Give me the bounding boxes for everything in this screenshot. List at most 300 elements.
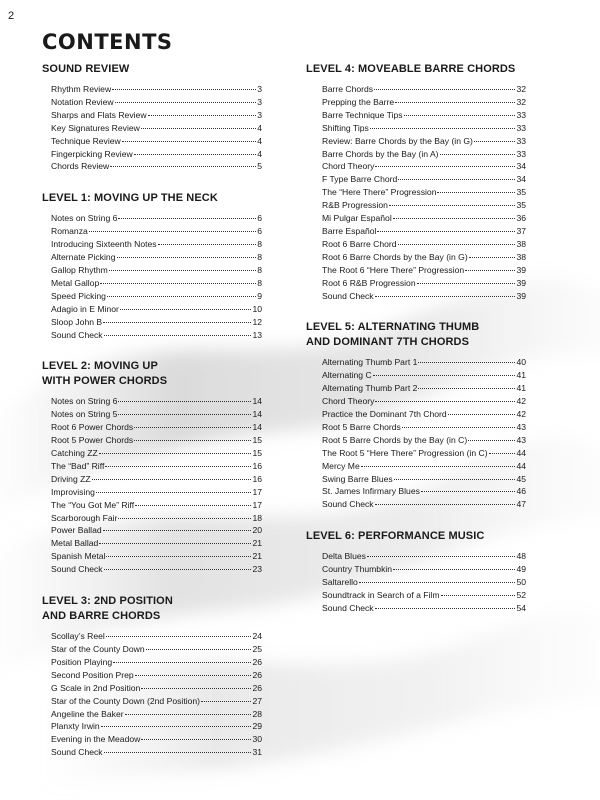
dot-leader — [113, 662, 251, 663]
toc-entry-page: 12 — [252, 316, 262, 327]
section-level-1 — [42, 191, 262, 341]
toc-entry-page: 6 — [257, 213, 262, 224]
toc-entry-title: Barre Chords by the Bay (in A) — [322, 148, 439, 159]
section-heading-line1: LEVEL 3: 2ND POSITION — [42, 595, 173, 608]
toc-entry-page: 48 — [516, 551, 526, 562]
toc-list — [306, 550, 526, 615]
dot-leader — [377, 231, 515, 232]
toc-entry-page: 49 — [516, 564, 526, 575]
toc-entry-title: Planxty Irwin — [51, 721, 100, 732]
toc-entry — [42, 695, 262, 708]
dot-leader — [122, 141, 256, 142]
toc-entry-page: 26 — [252, 656, 262, 667]
toc-entry-title: Metal Ballad — [51, 538, 99, 549]
toc-entry-title: Rhythm Review — [51, 84, 112, 94]
toc-entry-page: 24 — [252, 631, 262, 642]
section-level-3 — [42, 594, 262, 759]
toc-entry-title: Root 5 Power Chords — [51, 435, 134, 446]
toc-entry-page: 26 — [252, 682, 262, 693]
dot-leader — [146, 649, 252, 650]
toc-entry-title: Alternating Thumb Part 2 — [322, 383, 418, 394]
toc-entry-page: 14 — [252, 422, 262, 433]
toc-entry — [42, 395, 262, 408]
toc-entry-page: 54 — [516, 602, 526, 613]
dot-leader — [118, 414, 251, 415]
toc-entry-page: 32 — [516, 84, 526, 94]
toc-entry-title: Key Signatures Review — [51, 122, 140, 133]
toc-entry-title: Romanza — [51, 226, 88, 237]
dot-leader — [104, 752, 252, 753]
toc-list — [42, 83, 262, 173]
dot-leader — [158, 244, 257, 245]
toc-entry-page: 3 — [257, 109, 262, 120]
toc-entry-title: Power Ballad — [51, 525, 102, 536]
dot-leader — [367, 556, 515, 557]
dot-leader — [398, 179, 515, 180]
toc-entry-page: 15 — [252, 448, 262, 459]
toc-entry-title: Delta Blues — [322, 551, 366, 562]
dot-leader — [148, 115, 257, 116]
toc-entry-title: Barre Chords — [322, 84, 374, 94]
toc-entry-page: 8 — [257, 277, 262, 288]
toc-entry-title: Star of the County Down — [51, 644, 145, 654]
toc-entry-page: 26 — [252, 669, 262, 680]
dot-leader — [99, 543, 251, 544]
dot-leader — [375, 401, 515, 402]
toc-entry-page: 4 — [257, 135, 262, 146]
toc-entry — [42, 329, 262, 342]
toc-entry-title: Root 5 Barre Chords — [322, 421, 401, 432]
right-column — [306, 62, 526, 633]
section-heading: SOUND REVIEW — [42, 63, 130, 75]
dot-leader — [110, 166, 256, 167]
toc-entry-title: Notes on String 5 — [51, 409, 118, 420]
section-sound-review — [42, 62, 262, 173]
toc-entry — [306, 199, 526, 212]
toc-entry-title: Gallop Rhythm — [51, 264, 108, 275]
toc-entry-title: Technique Review — [51, 135, 121, 146]
toc-entry — [306, 238, 526, 251]
toc-entry — [306, 563, 526, 576]
dot-leader — [103, 530, 252, 531]
toc-entry — [42, 733, 262, 746]
toc-entry — [42, 408, 262, 421]
toc-entry-title: Root 6 Barre Chords by the Bay (in G) — [322, 251, 468, 262]
toc-entry-page: 14 — [252, 396, 262, 407]
toc-entry-title: Mi Pulgar Español — [322, 213, 392, 224]
toc-entry-title: The Root 6 “Here There” Progression — [322, 264, 465, 275]
toc-entry-title: Alternating Thumb Part 1 — [322, 357, 418, 368]
toc-entry — [306, 212, 526, 225]
toc-entry-title: Saltarello — [322, 577, 358, 588]
toc-entry-title: Sound Check — [322, 499, 374, 510]
toc-entry-title: Introducing Sixteenth Notes — [51, 239, 157, 250]
toc-entry-title: Swing Barre Blues — [322, 473, 393, 484]
dot-leader — [489, 453, 516, 454]
dot-leader — [417, 283, 516, 284]
toc-list — [42, 395, 262, 576]
section-level-6 — [306, 529, 526, 615]
toc-entry-page: 27 — [252, 695, 262, 706]
toc-entry-title: Root 6 Barre Chord — [322, 238, 397, 249]
toc-entry — [306, 251, 526, 264]
toc-entry — [42, 486, 262, 499]
toc-entry — [306, 122, 526, 135]
dot-leader — [375, 166, 515, 167]
dot-leader — [421, 491, 516, 492]
toc-entry — [306, 264, 526, 277]
toc-entry-page: 33 — [516, 109, 526, 120]
toc-entry-page: 21 — [252, 551, 262, 562]
toc-entry — [306, 186, 526, 199]
toc-entry-title: Speed Picking — [51, 290, 106, 301]
toc-entry-page: 31 — [252, 747, 262, 758]
dot-leader — [465, 270, 515, 271]
dot-leader — [118, 401, 251, 402]
toc-entry-page: 23 — [252, 564, 262, 575]
toc-entry-title: The “Here There” Progression — [322, 187, 437, 198]
section-heading — [306, 320, 526, 350]
toc-entry-page: 38 — [516, 238, 526, 249]
dot-leader — [402, 427, 516, 428]
dot-leader — [100, 283, 256, 284]
toc-entry-title: Driving ZZ — [51, 473, 91, 484]
toc-entry-page: 44 — [516, 447, 526, 458]
toc-entry-title: Root 6 Power Chords — [51, 422, 134, 433]
toc-entry — [306, 421, 526, 434]
toc-entry — [306, 576, 526, 589]
page-title: CONTENTS — [42, 30, 173, 54]
toc-entry — [42, 251, 262, 264]
dot-leader — [112, 89, 256, 90]
toc-entry-page: 28 — [252, 708, 262, 719]
toc-entry-title: F Type Barre Chord — [322, 174, 398, 185]
toc-entry-title: The Root 5 “Here There” Progression (in C) — [322, 447, 488, 458]
toc-entry — [42, 563, 262, 576]
toc-entry-title: The “You Got Me” Riff — [51, 499, 135, 510]
dot-leader — [125, 714, 252, 715]
toc-entry — [42, 212, 262, 225]
dot-leader — [134, 427, 251, 428]
toc-entry-title: Shifting Tips — [322, 122, 369, 133]
toc-list — [42, 212, 262, 341]
toc-entry-page: 17 — [252, 486, 262, 497]
toc-entry-page: 10 — [252, 303, 262, 314]
toc-entry-title: Root 5 Barre Chords by the Bay (in C) — [322, 434, 468, 445]
toc-entry — [306, 589, 526, 602]
section-heading: LEVEL 4: MOVEABLE BARRE CHORDS — [306, 63, 516, 75]
toc-entry-title: Sound Check — [51, 564, 103, 575]
dot-leader — [373, 375, 516, 376]
toc-entry — [42, 499, 262, 512]
toc-entry-title: Sound Check — [322, 290, 374, 301]
toc-entry-title: Mercy Me — [322, 460, 360, 471]
toc-entry-title: G Scale in 2nd Position — [51, 682, 141, 693]
dot-leader — [374, 89, 515, 90]
toc-entry-page: 36 — [516, 213, 526, 224]
toc-entry-title: Chords Review — [51, 161, 110, 172]
dot-leader — [134, 154, 257, 155]
toc-entry-title: Sharps and Flats Review — [51, 109, 147, 120]
toc-entry-title: Root 6 R&B Progression — [322, 277, 416, 288]
toc-entry — [306, 160, 526, 173]
toc-entry — [306, 356, 526, 369]
toc-entry-page: 32 — [516, 96, 526, 107]
dot-leader — [104, 569, 252, 570]
toc-entry-page: 41 — [516, 383, 526, 394]
section-level-2 — [42, 359, 262, 576]
dot-leader — [398, 244, 516, 245]
toc-entry — [42, 238, 262, 251]
toc-entry — [306, 135, 526, 148]
toc-entry — [42, 669, 262, 682]
section-level-4 — [306, 62, 526, 302]
toc-entry-title: Notes on String 6 — [51, 213, 118, 224]
toc-list — [306, 356, 526, 511]
toc-entry-page: 35 — [516, 200, 526, 211]
toc-entry-title: Practice the Dominant 7th Chord — [322, 409, 447, 420]
dot-leader — [92, 479, 252, 480]
toc-entry-page: 34 — [516, 161, 526, 172]
toc-entry — [42, 656, 262, 669]
dot-leader — [393, 569, 515, 570]
toc-entry-title: Alternating C — [322, 370, 372, 381]
dot-leader — [103, 322, 251, 323]
toc-entry — [42, 421, 262, 434]
toc-entry-title: Star of the County Down (2nd Position) — [51, 695, 201, 706]
toc-entry-title: Notation Review — [51, 96, 114, 107]
dot-leader — [117, 257, 257, 258]
dot-leader — [359, 582, 516, 583]
toc-entry-page: 17 — [252, 499, 262, 510]
toc-entry-page: 14 — [252, 409, 262, 420]
section-heading-line1: LEVEL 5: ALTERNATING THUMB — [306, 321, 480, 334]
toc-entry — [42, 434, 262, 447]
section-level-5 — [306, 320, 526, 511]
toc-list — [306, 83, 526, 302]
toc-entry-title: Chord Theory — [322, 396, 375, 407]
dot-leader — [101, 726, 252, 727]
toc-entry-title: Alternate Picking — [51, 252, 116, 263]
toc-entry — [306, 96, 526, 109]
toc-entry — [306, 460, 526, 473]
toc-entry — [42, 290, 262, 303]
toc-entry-page: 47 — [516, 499, 526, 510]
toc-entry-title: Sound Check — [51, 329, 103, 340]
dot-leader — [115, 102, 257, 103]
toc-entry-page: 5 — [257, 161, 262, 172]
toc-entry-title: Adagio in E Minor — [51, 303, 119, 314]
toc-entry — [42, 148, 262, 161]
dot-leader — [448, 414, 516, 415]
toc-entry-page: 33 — [516, 148, 526, 159]
toc-entry-title: Country Thumbkin — [322, 564, 393, 575]
toc-entry-page: 43 — [516, 421, 526, 432]
toc-entry-page: 8 — [257, 252, 262, 263]
dot-leader — [201, 701, 251, 702]
dot-leader — [441, 595, 516, 596]
dot-leader — [107, 296, 256, 297]
toc-entry-page: 21 — [252, 538, 262, 549]
dot-leader — [141, 128, 256, 129]
toc-entry — [42, 746, 262, 759]
toc-entry — [306, 602, 526, 615]
toc-entry — [306, 550, 526, 563]
toc-entry — [42, 512, 262, 525]
section-heading — [42, 594, 262, 624]
toc-entry-page: 4 — [257, 148, 262, 159]
toc-entry-title: St. James Infirmary Blues — [322, 486, 420, 497]
toc-entry — [306, 173, 526, 186]
toc-entry-title: Improvising — [51, 486, 95, 497]
dot-leader — [474, 141, 516, 142]
toc-entry-page: 25 — [252, 644, 262, 654]
toc-entry — [42, 537, 262, 550]
toc-entry-page: 34 — [516, 174, 526, 185]
toc-entry — [306, 369, 526, 382]
toc-entry-page: 38 — [516, 251, 526, 262]
toc-entry-page: 29 — [252, 721, 262, 732]
toc-entry — [42, 264, 262, 277]
toc-entry — [42, 160, 262, 173]
toc-entry — [306, 395, 526, 408]
dot-leader — [96, 492, 251, 493]
toc-entry-page: 13 — [252, 329, 262, 340]
toc-entry-page: 20 — [252, 525, 262, 536]
toc-entry — [42, 225, 262, 238]
toc-entry-title: Fingerpicking Review — [51, 148, 133, 159]
toc-entry-title: Sloop John B — [51, 316, 103, 327]
toc-entry-page: 52 — [516, 590, 526, 600]
toc-entry-page: 39 — [516, 290, 526, 301]
toc-entry-page: 44 — [516, 460, 526, 471]
toc-entry-page: 8 — [257, 239, 262, 250]
toc-entry — [42, 720, 262, 733]
section-heading: LEVEL 1: MOVING UP THE NECK — [42, 192, 218, 205]
toc-entry — [306, 498, 526, 511]
dot-leader — [141, 688, 251, 689]
toc-entry-title: The “Bad” Riff — [51, 460, 105, 471]
dot-leader — [99, 453, 252, 454]
toc-entry — [42, 277, 262, 290]
toc-entry-page: 4 — [257, 122, 262, 133]
toc-entry-page: 41 — [516, 370, 526, 381]
toc-entry-page: 18 — [252, 512, 262, 523]
toc-entry — [42, 303, 262, 316]
dot-leader — [375, 608, 516, 609]
toc-entry-title: Notes on String 6 — [51, 396, 118, 407]
section-heading-line2: AND BARRE CHORDS — [42, 610, 161, 623]
toc-entry-page: 15 — [252, 435, 262, 446]
toc-entry-page: 46 — [516, 486, 526, 497]
section-heading-line2: WITH POWER CHORDS — [42, 375, 168, 388]
dot-leader — [109, 270, 256, 271]
toc-entry — [42, 122, 262, 135]
toc-entry — [306, 83, 526, 96]
dot-leader — [404, 115, 516, 116]
dot-leader — [106, 556, 251, 557]
toc-entry-title: Evening in the Meadow — [51, 734, 141, 745]
toc-entry — [42, 473, 262, 486]
toc-entry-page: 45 — [516, 473, 526, 484]
toc-entry — [306, 277, 526, 290]
dot-leader — [135, 675, 252, 676]
left-column — [42, 62, 262, 777]
toc-entry-page: 9 — [257, 290, 262, 301]
toc-entry-page: 3 — [257, 96, 262, 107]
dot-leader — [361, 466, 516, 467]
dot-leader — [104, 335, 252, 336]
dot-leader — [106, 636, 252, 637]
toc-entry-page: 8 — [257, 264, 262, 275]
toc-entry-title: Scollay’s Reel — [51, 631, 105, 642]
toc-entry-page: 43 — [516, 434, 526, 445]
dot-leader — [89, 231, 256, 232]
toc-entry-page: 33 — [516, 135, 526, 146]
dot-leader — [375, 504, 516, 505]
toc-entry-page: 3 — [257, 84, 262, 94]
toc-entry-title: Soundtrack in Search of a Film — [322, 590, 440, 600]
toc-entry-title: Scarborough Fair — [51, 512, 118, 523]
toc-entry-title: Barre Español — [322, 225, 377, 236]
dot-leader — [437, 192, 515, 193]
toc-entry-title: Barre Technique Tips — [322, 109, 403, 120]
toc-entry-title: R&B Progression — [322, 200, 388, 211]
toc-entry-title: Position Playing — [51, 656, 113, 667]
toc-entry — [306, 485, 526, 498]
toc-entry — [42, 447, 262, 460]
dot-leader — [469, 257, 516, 258]
toc-entry — [42, 135, 262, 148]
toc-entry — [306, 447, 526, 460]
toc-entry-page: 50 — [516, 577, 526, 588]
section-heading — [42, 359, 262, 389]
toc-entry — [42, 643, 262, 656]
toc-entry-page: 16 — [252, 473, 262, 484]
dot-leader — [134, 440, 251, 441]
dot-leader — [120, 309, 252, 310]
dot-leader — [468, 440, 515, 441]
dot-leader — [394, 479, 516, 480]
toc-entry — [306, 382, 526, 395]
dot-leader — [393, 218, 516, 219]
toc-entry — [42, 460, 262, 473]
toc-entry-title: Review: Barre Chords by the Bay (in G) — [322, 135, 473, 146]
dot-leader — [135, 505, 251, 506]
toc-entry-page: 33 — [516, 122, 526, 133]
dot-leader — [418, 388, 515, 389]
dot-leader — [118, 518, 251, 519]
toc-entry — [306, 473, 526, 486]
toc-entry-page: 16 — [252, 460, 262, 471]
page-number: 2 — [8, 10, 15, 22]
dot-leader — [418, 362, 515, 363]
toc-entry-page: 42 — [516, 409, 526, 420]
toc-entry — [42, 316, 262, 329]
toc-entry — [42, 524, 262, 537]
dot-leader — [395, 102, 515, 103]
dot-leader — [118, 218, 256, 219]
dot-leader — [105, 466, 251, 467]
toc-entry-title: Catching ZZ — [51, 448, 98, 459]
section-heading-line1: LEVEL 2: MOVING UP — [42, 360, 158, 373]
toc-entry — [306, 408, 526, 421]
toc-entry — [306, 225, 526, 238]
dot-leader — [370, 128, 516, 129]
toc-entry — [42, 83, 262, 96]
toc-entry — [306, 434, 526, 447]
toc-entry-title: Sound Check — [322, 602, 374, 613]
